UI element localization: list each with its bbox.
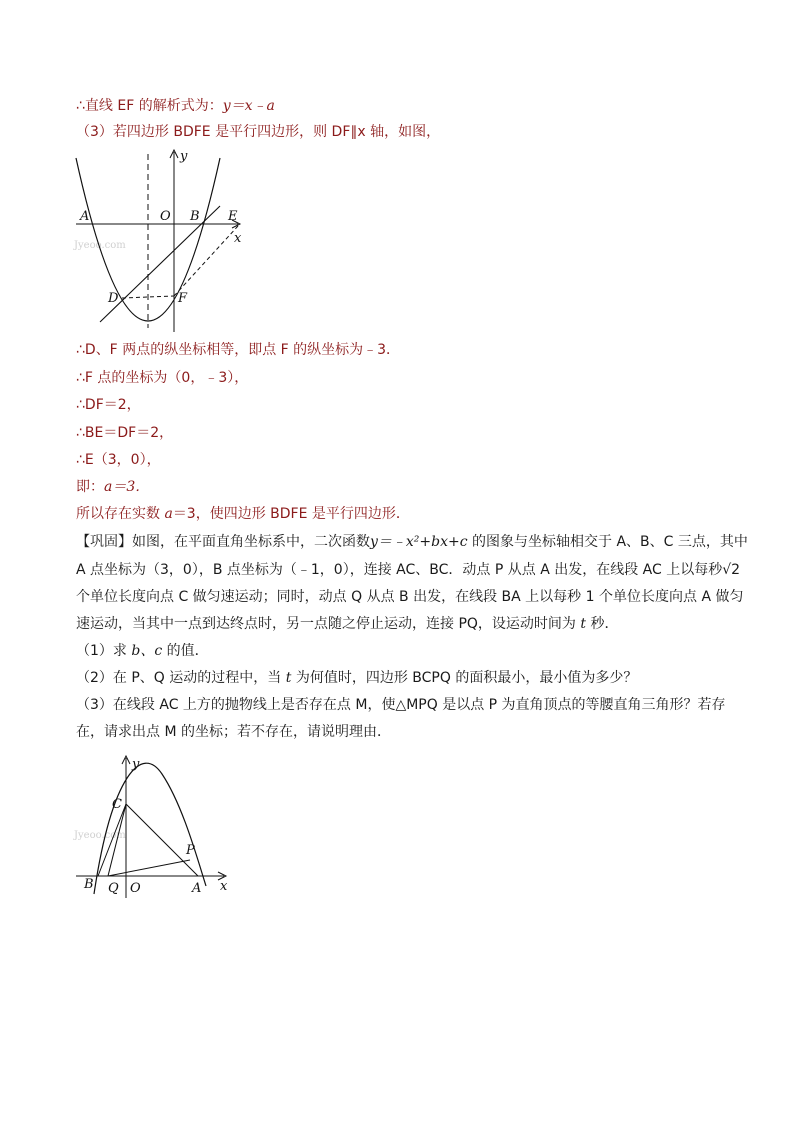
fig1-watermark: Jyeoo.com <box>74 240 126 251</box>
solution-line-3: ∴D、F 两点的纵坐标相等，即点 F 的纵坐标为﹣3． <box>76 342 401 358</box>
fig2-label-q: Q <box>108 881 119 896</box>
problem2-sqrt: √2 <box>722 562 741 578</box>
line1-text: ∴直线 EF 的解析式为： <box>76 98 223 114</box>
solution-line-5: ∴DF＝2， <box>76 397 141 413</box>
q2-var: t <box>285 670 292 686</box>
problem1-formula: y＝﹣x²+bx+c <box>370 534 468 550</box>
question-1 <box>76 641 209 661</box>
problem1-text-a: 【巩固】如图，在平面直角坐标系中，二次函数 <box>76 534 370 550</box>
solution-line-2: （3）若四边形 BDFE 是平行四边形，则 DF∥x 轴，如图， <box>76 124 441 140</box>
q2-text-a: （2）在 P、Q 运动的过程中，当 <box>76 670 286 686</box>
fig2-watermark: Jyeoo.com <box>74 830 126 841</box>
fig2-label-y: y <box>132 757 140 772</box>
fig1-label-x: x <box>234 231 242 246</box>
problem4-text-b: 秒． <box>586 616 619 632</box>
question-3-cont: 在，请求出点 M 的坐标；若不存在，请说明理由． <box>76 724 391 740</box>
solution-line-9 <box>76 504 410 524</box>
fig1-label-e: E <box>228 209 238 224</box>
q1-vars: b、c <box>131 643 163 659</box>
question-3: （3）在线段 AC 上方的抛物线上是否存在点 M，使△MPQ 是以点 P 为直角顶点的等腰直角三角形？若存 <box>76 697 726 713</box>
fig1-label-y: y <box>180 149 188 164</box>
fig2-segment-qp <box>108 860 190 876</box>
line9-text-a: 所以存在实数 <box>76 506 165 522</box>
fig1-label-o: O <box>160 209 171 224</box>
solution-line-6: ∴BE＝DF＝2， <box>76 425 174 441</box>
problem2-text: A 点坐标为（3，0），B 点坐标为（﹣1，0），连接 AC、BC．动点 P 从点 A 出发，在线段 AC 上以每秒 <box>76 562 723 578</box>
fig2-label-p: P <box>186 843 195 858</box>
fig1-label-d: D <box>108 291 119 306</box>
solution-line-7: ∴E（3，0）， <box>76 452 161 468</box>
fig1-label-b: B <box>190 209 200 224</box>
solution-line-1 <box>76 96 275 116</box>
problem1-text-b: 的图象与坐标轴相交于 A、B、C 三点，其中 <box>467 534 748 550</box>
line9-var: a <box>164 506 173 522</box>
fig1-segment-fe <box>174 226 238 296</box>
line8-text: 即： <box>76 479 104 495</box>
fig2-label-b: B <box>84 877 94 892</box>
question-2 <box>76 668 637 688</box>
problem-line-2 <box>76 560 740 580</box>
line8-formula: a＝3． <box>104 479 150 495</box>
line9-text-b: ＝3，使四边形 BDFE 是平行四边形． <box>172 506 410 522</box>
solution-line-4: ∴F 点的坐标为（0，﹣3）， <box>76 370 249 386</box>
problem4-text-a: 速运动，当其中一点到达终点时，另一点随之停止运动，连接 PQ，设运动时间为 <box>76 616 581 632</box>
fig2-label-x: x <box>220 879 228 894</box>
problem-line-1 <box>76 532 748 552</box>
fig2-label-c: C <box>112 797 122 812</box>
problem-line-4 <box>76 614 618 634</box>
figure-2-parabola <box>72 754 242 900</box>
fig2-label-o: O <box>130 881 141 896</box>
q2-text-b: 为何值时，四边形 BCPQ 的面积最小，最小值为多少？ <box>291 670 638 686</box>
problem-line-3: 个单位长度向点 C 做匀速运动；同时，动点 Q 从点 B 出发，在线段 BA 上以每秒 1 个单位长度向点 A 做匀 <box>76 589 744 605</box>
fig2-label-a: A <box>192 881 202 896</box>
problem4-var: t <box>580 616 587 632</box>
q1-text-b: 的值． <box>162 643 209 659</box>
solution-line-8 <box>76 477 149 497</box>
q1-text-a: （1）求 <box>76 643 132 659</box>
line1-formula: y＝x﹣a <box>222 98 275 114</box>
fig1-label-f: F <box>178 291 188 306</box>
fig1-label-a: A <box>80 209 90 224</box>
figure-1-parabola <box>70 144 260 340</box>
